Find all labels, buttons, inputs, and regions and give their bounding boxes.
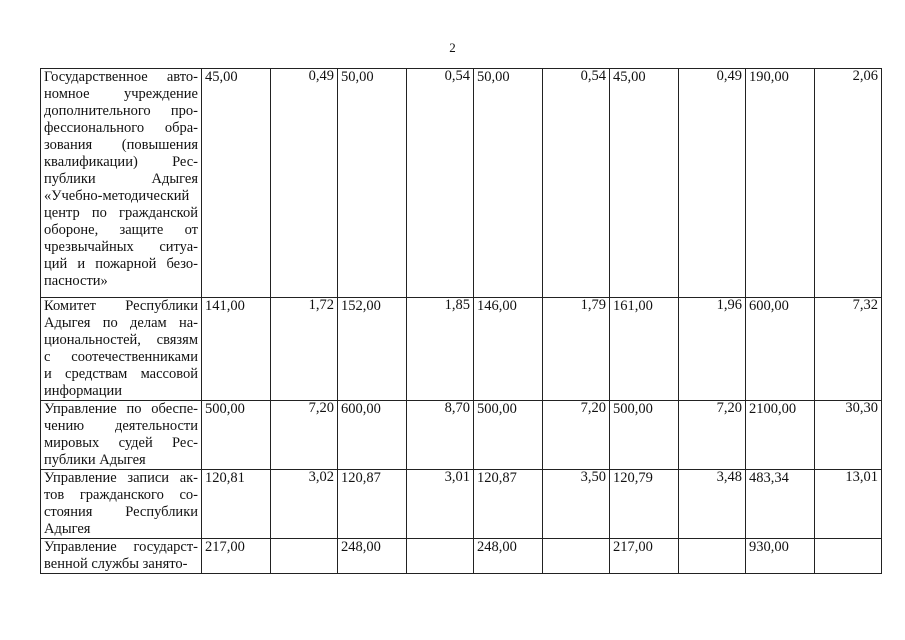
- organization-name-line: квалификации) Рес-: [44, 154, 198, 170]
- organization-name-line: Управление по обеспе-: [44, 401, 198, 417]
- amount-value-cell: [474, 470, 543, 539]
- share-value-cell: [679, 470, 746, 539]
- organization-name-line: с соотечественниками: [44, 349, 198, 365]
- share-value-cell: [815, 470, 882, 539]
- amount-value-cell: [746, 470, 815, 539]
- organization-name-line: чрезвычайных ситуа-: [44, 239, 198, 255]
- share-value-cell: [407, 69, 474, 298]
- amount-value-cell: [610, 539, 679, 574]
- share-value-cell: [543, 470, 610, 539]
- amount-value: 120,79: [613, 470, 653, 486]
- share-value-cell: [679, 539, 746, 574]
- amount-value-cell: [474, 401, 543, 470]
- organization-name-line: публики Адыгея: [44, 452, 146, 468]
- share-value: 1,96: [716, 297, 742, 313]
- share-value-cell: [815, 69, 882, 298]
- amount-value: 217,00: [205, 539, 245, 555]
- amount-value: 500,00: [205, 401, 245, 417]
- share-value-cell: [407, 298, 474, 401]
- share-value: 0,49: [716, 68, 742, 84]
- amount-value: 248,00: [341, 539, 381, 555]
- amount-value-cell: [746, 539, 815, 574]
- share-value-cell: [271, 69, 338, 298]
- organization-name-cell: [41, 401, 202, 470]
- amount-value-cell: [610, 298, 679, 401]
- share-value: 30,30: [845, 400, 878, 416]
- organization-name-cell: [41, 69, 202, 298]
- amount-value-cell: [474, 539, 543, 574]
- amount-value-cell: [474, 298, 543, 401]
- organization-name-line: пасности»: [44, 273, 108, 289]
- share-value: 7,20: [308, 400, 334, 416]
- organization-name-line: дополнительного про-: [44, 103, 198, 119]
- amount-value: 45,00: [205, 69, 238, 85]
- amount-value-cell: [202, 470, 271, 539]
- organization-name-line: ций и пожарной безо-: [44, 256, 198, 272]
- table-row: [41, 298, 882, 401]
- share-value-cell: [271, 401, 338, 470]
- budget-table: [40, 68, 882, 574]
- share-value-cell: [543, 539, 610, 574]
- amount-value-cell: [202, 539, 271, 574]
- amount-value-cell: [746, 401, 815, 470]
- amount-value-cell: [746, 298, 815, 401]
- share-value: 13,01: [845, 469, 878, 485]
- share-value-cell: [543, 298, 610, 401]
- organization-name-line: Управление государст-: [44, 539, 198, 555]
- share-value-cell: [815, 401, 882, 470]
- organization-name-line: фессионального обра-: [44, 120, 198, 136]
- organization-name-line: центр по гражданской: [44, 205, 198, 221]
- organization-name-line: и средствам массовой: [44, 366, 198, 382]
- amount-value: 217,00: [613, 539, 653, 555]
- share-value-cell: [271, 298, 338, 401]
- share-value-cell: [271, 539, 338, 574]
- amount-value-cell: [202, 401, 271, 470]
- amount-value-cell: [474, 69, 543, 298]
- share-value-cell: [543, 69, 610, 298]
- amount-value: 483,34: [749, 470, 789, 486]
- amount-value: 120,87: [341, 470, 381, 486]
- table-row: [41, 69, 882, 298]
- organization-name-cell: [41, 470, 202, 539]
- organization-name-line: Управление записи ак-: [44, 470, 198, 486]
- share-value-cell: [407, 470, 474, 539]
- organization-name-line: публики Адыгея: [44, 171, 198, 187]
- organization-name-line: венной службы занято-: [44, 556, 188, 572]
- amount-value: 50,00: [477, 69, 510, 85]
- organization-name-line: Адыгея: [44, 521, 91, 537]
- share-value: 0,49: [308, 68, 334, 84]
- organization-name-line: Адыгея по делам на-: [44, 315, 198, 331]
- amount-value-cell: [338, 298, 407, 401]
- share-value-cell: [679, 401, 746, 470]
- amount-value-cell: [202, 69, 271, 298]
- amount-value: 152,00: [341, 298, 381, 314]
- organization-name-line: мировых судей Рес-: [44, 435, 198, 451]
- share-value: 3,50: [580, 469, 606, 485]
- table-row: [41, 539, 882, 574]
- amount-value-cell: [202, 298, 271, 401]
- share-value: 3,02: [308, 469, 334, 485]
- amount-value-cell: [338, 470, 407, 539]
- amount-value: 146,00: [477, 298, 517, 314]
- amount-value: 500,00: [613, 401, 653, 417]
- share-value: 3,01: [444, 469, 470, 485]
- amount-value-cell: [610, 401, 679, 470]
- organization-name-line: Комитет Республики: [44, 298, 198, 314]
- amount-value: 141,00: [205, 298, 245, 314]
- amount-value-cell: [338, 401, 407, 470]
- amount-value: 120,87: [477, 470, 517, 486]
- table-row: [41, 470, 882, 539]
- share-value-cell: [407, 539, 474, 574]
- amount-value-cell: [338, 539, 407, 574]
- organization-name-line: тов гражданского со-: [44, 487, 198, 503]
- share-value-cell: [407, 401, 474, 470]
- amount-value-cell: [610, 69, 679, 298]
- share-value: 7,20: [716, 400, 742, 416]
- share-value-cell: [679, 69, 746, 298]
- organization-name-line: обороне, защите от: [44, 222, 198, 238]
- organization-name-line: стояния Республики: [44, 504, 198, 520]
- share-value: 7,20: [580, 400, 606, 416]
- share-value: 0,54: [580, 68, 606, 84]
- amount-value: 45,00: [613, 69, 646, 85]
- share-value-cell: [543, 401, 610, 470]
- share-value-cell: [815, 298, 882, 401]
- amount-value-cell: [338, 69, 407, 298]
- share-value: 1,72: [308, 297, 334, 313]
- organization-name-cell: [41, 539, 202, 574]
- table-row: [41, 401, 882, 470]
- organization-name-line: чению деятельности: [44, 418, 198, 434]
- amount-value: 600,00: [749, 298, 789, 314]
- share-value: 7,32: [852, 297, 878, 313]
- share-value: 0,54: [444, 68, 470, 84]
- amount-value: 50,00: [341, 69, 374, 85]
- share-value: 1,85: [444, 297, 470, 313]
- organization-name-line: информации: [44, 383, 122, 399]
- organization-name-line: циональностей, связям: [44, 332, 198, 348]
- amount-value: 161,00: [613, 298, 653, 314]
- organization-name-line: номное учреждение: [44, 86, 198, 102]
- organization-name-cell: [41, 298, 202, 401]
- share-value-cell: [679, 298, 746, 401]
- organization-name-line: Государственное авто-: [44, 69, 198, 85]
- amount-value: 248,00: [477, 539, 517, 555]
- amount-value: 930,00: [749, 539, 789, 555]
- share-value: 3,48: [716, 469, 742, 485]
- amount-value: 2100,00: [749, 401, 797, 417]
- share-value: 2,06: [852, 68, 878, 84]
- share-value: 8,70: [444, 400, 470, 416]
- amount-value: 190,00: [749, 69, 789, 85]
- amount-value: 120,81: [205, 470, 245, 486]
- share-value-cell: [815, 539, 882, 574]
- organization-name-line: зования (повышения: [44, 137, 198, 153]
- page-number: 2: [449, 40, 456, 55]
- share-value-cell: [271, 470, 338, 539]
- amount-value-cell: [610, 470, 679, 539]
- amount-value-cell: [746, 69, 815, 298]
- share-value: 1,79: [580, 297, 606, 313]
- amount-value: 600,00: [341, 401, 381, 417]
- amount-value: 500,00: [477, 401, 517, 417]
- organization-name-line: «Учебно-методический: [44, 188, 190, 204]
